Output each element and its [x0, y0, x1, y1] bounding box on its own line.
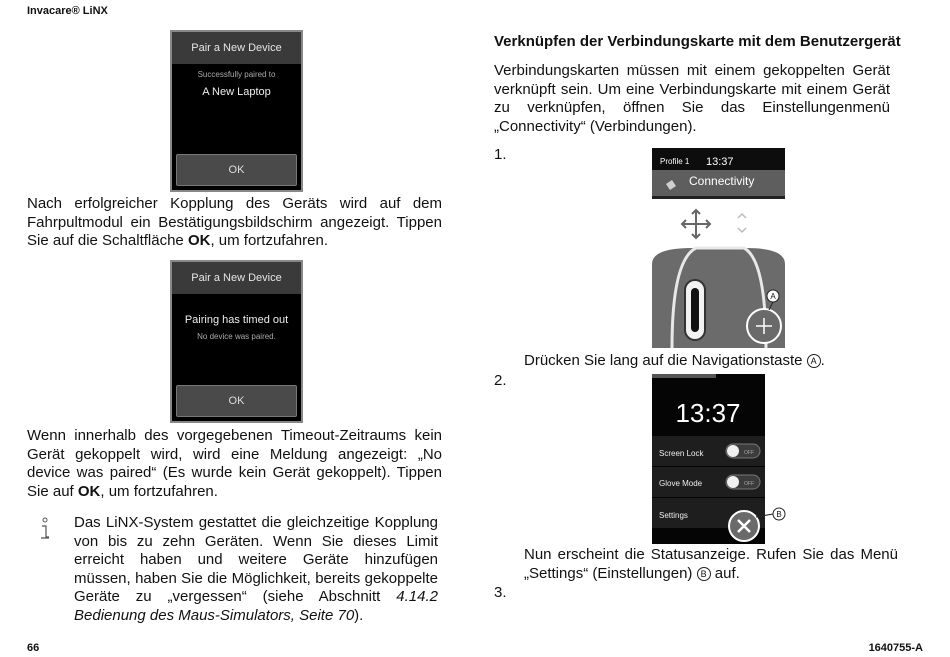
intro-paragraph: Verbindungskarten müssen mit einem gekoppelten Gerät verknüpft sein. Um eine Verbindungskarte mit einem Gerät zu verknüpfen, öffnen Sie das Einstellungenmenü „Connectivity“ (Verbindungen).: [494, 62, 890, 135]
move-icon: [682, 210, 710, 238]
document-id: 1640755-A: [868, 642, 923, 654]
info-icon: [38, 517, 52, 541]
paragraph-pairing-timeout: Wenn innerhalb des vorgegebenen Timeout-Zeitraums kein Gerät gekoppelt wird, wird eine Meldung angezeigt: „No device was paired“ (Es wurde kein Gerät gekoppelt). Tippen Sie auf OK, um fortzufahren.: [27, 427, 442, 500]
screen-title: Pair a New Device: [172, 32, 301, 64]
screen-message-line1: Successfully paired to: [197, 70, 276, 79]
callout-label-b: B: [776, 510, 782, 519]
screen-message-line1: Pairing has timed out: [184, 314, 289, 326]
step-3-number: 3.: [494, 584, 507, 601]
step1-illustration: [652, 148, 786, 348]
step-2-instruction: Nun erscheint die Statusanzeige. Rufen Sie das Menü „Settings“ (Einstellungen) B auf.: [524, 546, 898, 582]
menu-item-settings: Settings: [659, 511, 688, 520]
ok-button[interactable]: OK: [176, 385, 297, 417]
step2-illustration: [652, 374, 786, 544]
page-number: 66: [27, 642, 40, 654]
pair-timeout-screen: [170, 260, 303, 423]
paragraph-pairing-success: Nach erfolgreicher Kopplung des Geräts wird auf dem Fahrpultmodul ein Bestätigungsbildschirm angezeigt. Tippen Sie auf die Schaltfläche OK, um fortzufahren.: [27, 195, 442, 249]
step-1-instruction: Drücken Sie lang auf die Navigationstaste A .: [524, 352, 825, 369]
clock-label: 13:37: [706, 156, 734, 168]
svg-text:OFF: OFF: [744, 481, 754, 487]
profile-label: Profile 1: [660, 157, 690, 166]
screen-title: Pair a New Device: [172, 262, 301, 294]
callout-label-a: A: [770, 292, 776, 301]
section-heading: Verknüpfen der Verbindungskarte mit dem Benutzergerät: [494, 33, 901, 50]
brand-header: Invacare® LiNX: [27, 5, 108, 17]
menu-label-connectivity: Connectivity: [689, 174, 755, 188]
pair-success-screen: [170, 30, 303, 192]
menu-item-screen-lock: Screen Lock: [659, 449, 704, 458]
ok-button[interactable]: OK: [176, 154, 297, 186]
step-1-number: 1.: [494, 146, 507, 163]
screen-message-line2: A New Laptop: [202, 86, 271, 98]
menu-item-glove-mode: Glove Mode: [659, 479, 703, 488]
svg-text:OFF: OFF: [744, 450, 754, 456]
screen-message-line2: No device was paired.: [197, 332, 276, 341]
scroll-arrows-icon: [738, 214, 746, 232]
info-note: Das LiNX-System gestattet die gleichzeitige Kopplung von bis zu zehn Geräten. Wenn Sie dieses Limit erreicht haben und weitere Geräte hinzufügen müssen, haben Sie die Möglichkeit, bereits gekoppelte Geräte zu „vergessen“ (siehe Abschnitt 4.14.2 Bedienung des Maus-Simulators, Seite 70).: [74, 514, 438, 624]
status-clock: 13:37: [675, 398, 741, 428]
step-2-number: 2.: [494, 372, 507, 389]
